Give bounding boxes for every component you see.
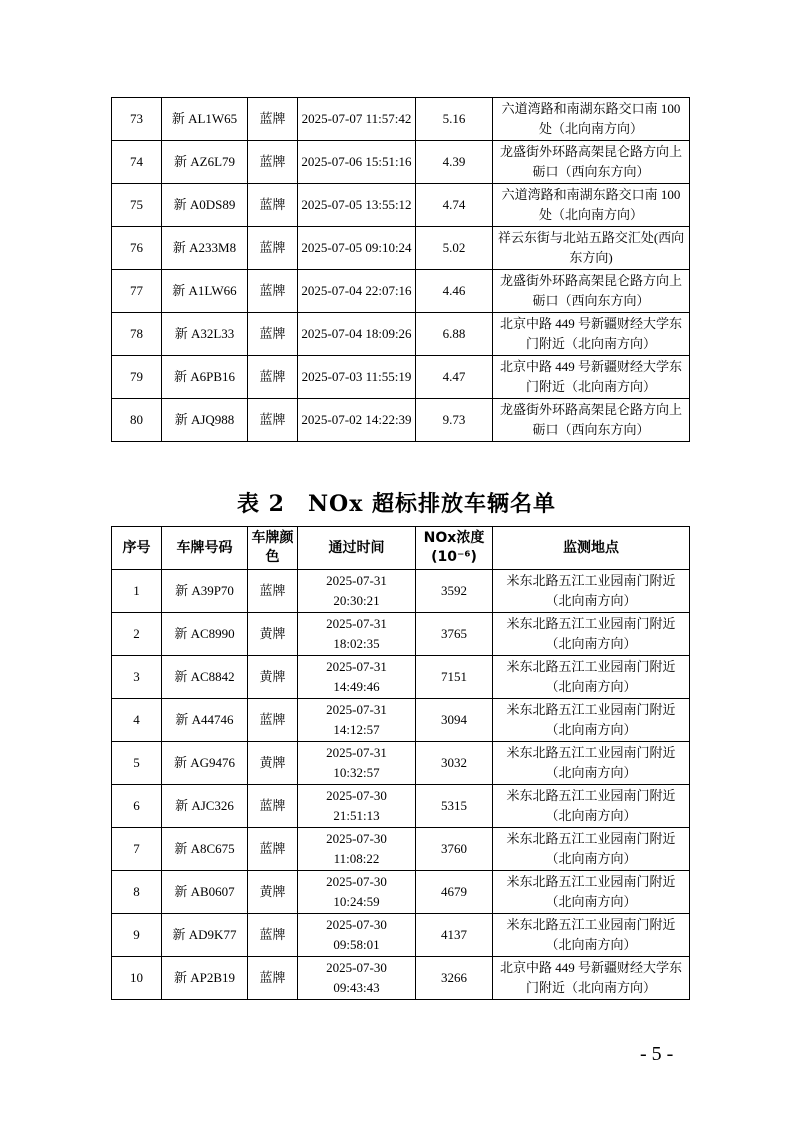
cell-location: 米东北路五江工业园南门附近（北向南方向）: [493, 785, 690, 828]
cell-time: 2025-07-04 18:09:26: [298, 313, 416, 356]
cell-time: [298, 785, 416, 828]
cell-date: 2025-07-31: [326, 702, 387, 717]
table-row: [112, 656, 690, 699]
cell-color: 黄牌: [248, 656, 298, 699]
table-2-header-row: [112, 527, 690, 570]
cell-plate: 新 A6PB16: [162, 356, 248, 399]
cell-location: 米东北路五江工业园南门附近（北向南方向）: [493, 656, 690, 699]
cell-time: [298, 914, 416, 957]
cell-plate: 新 A233M8: [162, 227, 248, 270]
cell-value: 3765: [416, 613, 493, 656]
cell-plate: 新 AP2B19: [162, 957, 248, 1000]
cell-no: 10: [112, 957, 162, 1000]
cell-color: 蓝牌: [248, 399, 298, 442]
cell-value: 9.73: [416, 399, 493, 442]
cell-no: 1: [112, 570, 162, 613]
cell-location: 北京中路 449 号新疆财经大学东门附近（北向南方向）: [493, 957, 690, 1000]
cell-color: 蓝牌: [248, 270, 298, 313]
table-1-body: [112, 98, 690, 442]
cell-value: 4137: [416, 914, 493, 957]
cell-color: 蓝牌: [248, 828, 298, 871]
cell-clock: 10:32:57: [333, 765, 380, 780]
cell-location: 祥云东街与北站五路交汇处(西向东方向): [493, 227, 690, 270]
header-plate: 车牌号码: [162, 527, 248, 570]
cell-time: 2025-07-07 11:57:42: [298, 98, 416, 141]
cell-location: 六道湾路和南湖东路交口南 100 处（北向南方向）: [493, 184, 690, 227]
cell-time: 2025-07-06 15:51:16: [298, 141, 416, 184]
cell-plate: 新 A0DS89: [162, 184, 248, 227]
cell-clock: 09:43:43: [333, 980, 380, 995]
cell-value: 5.02: [416, 227, 493, 270]
cell-date: 2025-07-30: [326, 874, 387, 889]
cell-date: 2025-07-30: [326, 831, 387, 846]
cell-location: 米东北路五江工业园南门附近（北向南方向）: [493, 613, 690, 656]
cell-location: 龙盛街外环路高架昆仑路方向上砺口（西向东方向）: [493, 399, 690, 442]
table-row: [112, 828, 690, 871]
cell-date: 2025-07-31: [326, 616, 387, 631]
cell-time: [298, 699, 416, 742]
cell-color: 蓝牌: [248, 313, 298, 356]
cell-plate: 新 A32L33: [162, 313, 248, 356]
table-row: [112, 613, 690, 656]
table-row: [112, 914, 690, 957]
cell-plate: 新 A1LW66: [162, 270, 248, 313]
cell-location: 米东北路五江工业园南门附近（北向南方向）: [493, 828, 690, 871]
cell-color: 蓝牌: [248, 957, 298, 1000]
header-location: 监测地点: [493, 527, 690, 570]
cell-date: 2025-07-30: [326, 960, 387, 975]
table-row: [112, 227, 690, 270]
cell-plate: 新 A39P70: [162, 570, 248, 613]
cell-date: 2025-07-31: [326, 659, 387, 674]
table-row: [112, 399, 690, 442]
header-time: 通过时间: [298, 527, 416, 570]
cell-color: 黄牌: [248, 613, 298, 656]
cell-time: [298, 957, 416, 1000]
table-2-title: 表 2 NOx 超标排放车辆名单: [236, 491, 557, 517]
cell-no: 74: [112, 141, 162, 184]
cell-plate: 新 AJC326: [162, 785, 248, 828]
cell-value: 3592: [416, 570, 493, 613]
cell-color: 蓝牌: [248, 699, 298, 742]
cell-location: 北京中路 449 号新疆财经大学东门附近（北向南方向）: [493, 313, 690, 356]
cell-time: 2025-07-05 09:10:24: [298, 227, 416, 270]
cell-no: 77: [112, 270, 162, 313]
table-row: [112, 184, 690, 227]
cell-time: [298, 742, 416, 785]
cell-no: 76: [112, 227, 162, 270]
cell-time: [298, 871, 416, 914]
cell-clock: 09:58:01: [333, 937, 380, 952]
table-row: [112, 785, 690, 828]
cell-value: 4.74: [416, 184, 493, 227]
cell-no: 73: [112, 98, 162, 141]
cell-date: 2025-07-31: [326, 573, 387, 588]
cell-time: 2025-07-05 13:55:12: [298, 184, 416, 227]
table-row: [112, 313, 690, 356]
cell-no: 2: [112, 613, 162, 656]
cell-value: 4.47: [416, 356, 493, 399]
cell-value: 3266: [416, 957, 493, 1000]
cell-location: 米东北路五江工业园南门附近（北向南方向）: [493, 871, 690, 914]
table-row: [112, 742, 690, 785]
cell-color: 蓝牌: [248, 141, 298, 184]
cell-color: 黄牌: [248, 742, 298, 785]
table-1-continuation: [111, 97, 690, 442]
cell-no: 4: [112, 699, 162, 742]
table-row: [112, 98, 690, 141]
cell-date: 2025-07-31: [326, 745, 387, 760]
cell-plate: 新 AL1W65: [162, 98, 248, 141]
cell-plate: 新 AB0607: [162, 871, 248, 914]
table-row: [112, 141, 690, 184]
cell-plate: 新 AJQ988: [162, 399, 248, 442]
cell-plate: 新 A44746: [162, 699, 248, 742]
table-2-nox-vehicles: [111, 526, 690, 1000]
cell-date: 2025-07-30: [326, 788, 387, 803]
cell-value: 4.39: [416, 141, 493, 184]
table-2-body: [112, 570, 690, 1000]
cell-time: 2025-07-02 14:22:39: [298, 399, 416, 442]
cell-color: 蓝牌: [248, 184, 298, 227]
header-color: 车牌颜色: [248, 527, 298, 570]
cell-value: 5315: [416, 785, 493, 828]
cell-clock: 20:30:21: [333, 593, 380, 608]
cell-value: 5.16: [416, 98, 493, 141]
cell-plate: 新 AC8990: [162, 613, 248, 656]
cell-plate: 新 AG9476: [162, 742, 248, 785]
cell-location: 北京中路 449 号新疆财经大学东门附近（北向南方向）: [493, 356, 690, 399]
cell-clock: 14:12:57: [333, 722, 380, 737]
cell-plate: 新 AD9K77: [162, 914, 248, 957]
cell-clock: 11:08:22: [333, 851, 380, 866]
cell-no: 79: [112, 356, 162, 399]
cell-location: 龙盛街外环路高架昆仑路方向上砺口（西向东方向）: [493, 141, 690, 184]
cell-color: 蓝牌: [248, 785, 298, 828]
table-row: [112, 871, 690, 914]
header-value: NOx浓度(10⁻⁶): [416, 527, 493, 570]
cell-no: 80: [112, 399, 162, 442]
cell-clock: 21:51:13: [333, 808, 380, 823]
cell-plate: 新 AZ6L79: [162, 141, 248, 184]
cell-color: 蓝牌: [248, 570, 298, 613]
cell-location: 米东北路五江工业园南门附近（北向南方向）: [493, 570, 690, 613]
header-no: 序号: [112, 527, 162, 570]
cell-location: 米东北路五江工业园南门附近（北向南方向）: [493, 914, 690, 957]
cell-value: 4679: [416, 871, 493, 914]
cell-no: 8: [112, 871, 162, 914]
cell-plate: 新 A8C675: [162, 828, 248, 871]
cell-plate: 新 AC8842: [162, 656, 248, 699]
table-row: [112, 699, 690, 742]
cell-clock: 14:49:46: [333, 679, 380, 694]
cell-value: 3760: [416, 828, 493, 871]
cell-value: 6.88: [416, 313, 493, 356]
table-row: [112, 356, 690, 399]
cell-no: 9: [112, 914, 162, 957]
cell-color: 蓝牌: [248, 914, 298, 957]
table-row: [112, 270, 690, 313]
cell-color: 黄牌: [248, 871, 298, 914]
cell-no: 3: [112, 656, 162, 699]
cell-no: 75: [112, 184, 162, 227]
page-number: - 5 -: [640, 1043, 674, 1065]
cell-time: [298, 828, 416, 871]
cell-date: 2025-07-30: [326, 917, 387, 932]
cell-time: [298, 613, 416, 656]
cell-location: 米东北路五江工业园南门附近（北向南方向）: [493, 699, 690, 742]
cell-color: 蓝牌: [248, 356, 298, 399]
cell-value: 4.46: [416, 270, 493, 313]
cell-clock: 18:02:35: [333, 636, 380, 651]
cell-value: 7151: [416, 656, 493, 699]
cell-value: 3032: [416, 742, 493, 785]
cell-time: 2025-07-04 22:07:16: [298, 270, 416, 313]
cell-value: 3094: [416, 699, 493, 742]
cell-no: 6: [112, 785, 162, 828]
cell-color: 蓝牌: [248, 227, 298, 270]
cell-time: [298, 570, 416, 613]
cell-location: 六道湾路和南湖东路交口南 100 处（北向南方向）: [493, 98, 690, 141]
cell-color: 蓝牌: [248, 98, 298, 141]
cell-no: 78: [112, 313, 162, 356]
cell-no: 7: [112, 828, 162, 871]
cell-no: 5: [112, 742, 162, 785]
cell-time: [298, 656, 416, 699]
cell-clock: 10:24:59: [333, 894, 380, 909]
cell-location: 米东北路五江工业园南门附近（北向南方向）: [493, 742, 690, 785]
table-row: [112, 570, 690, 613]
cell-location: 龙盛街外环路高架昆仑路方向上砺口（西向东方向）: [493, 270, 690, 313]
cell-time: 2025-07-03 11:55:19: [298, 356, 416, 399]
table-row: [112, 957, 690, 1000]
